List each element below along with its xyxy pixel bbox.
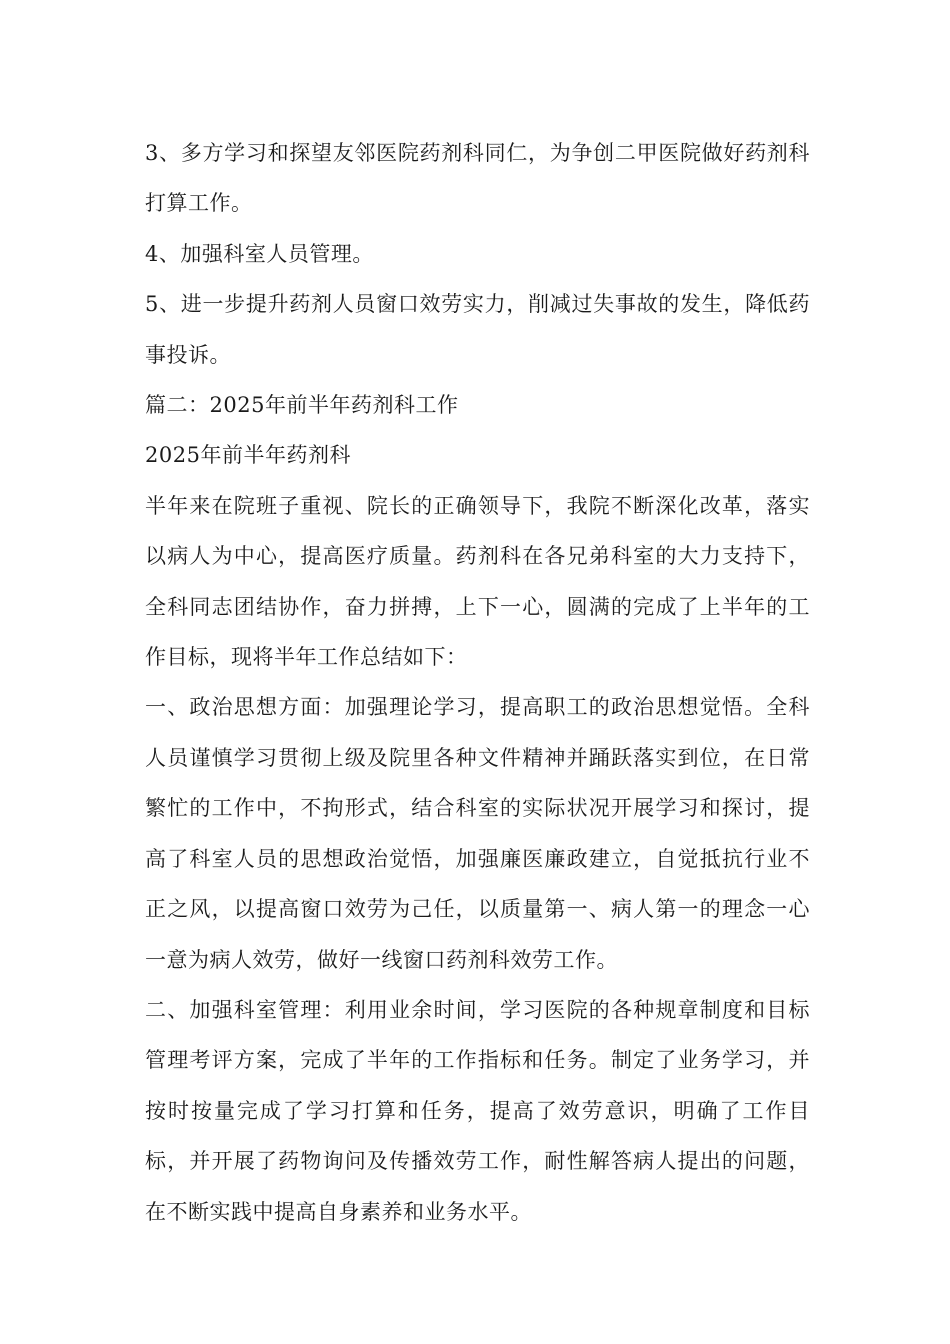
paragraph-department-management: 二、加强科室管理：利用业余时间，学习医院的各种规章制度和目标管理考评方案，完成了半年的工作指标和任务。制定了业务学习，并按时按量完成了学习打算和任务，提高了效劳意识，明确了工作目标，并开展了药物询问及传播效劳工作，耐性解答病人提出的问题，在不断实践中提高自身素养和业务水平。 [145, 997, 810, 1224]
section-heading: 篇二：2025年前半年药剂科工作 [145, 393, 459, 418]
paragraph-item-5: 5、进一步提升药剂人员窗口效劳实力，削减过失事故的发生，降低药事投诉。 [145, 292, 810, 367]
paragraph-intro: 半年来在院班子重视、院长的正确领导下，我院不断深化改革，落实以病人为中心，提高医疗质量。药剂科在各兄弟科室的大力支持下，全科同志团结协作，奋力拼搏，上下一心，圆满的完成了上半年的工作目标，现将半年工作总结如下： [145, 493, 810, 670]
paragraph-item-4: 4、加强科室人员管理。 [145, 241, 374, 266]
paragraph-item-3: 3、多方学习和探望友邻医院药剂科同仁，为争创二甲医院做好药剂科打算工作。 [145, 141, 810, 216]
section-subtitle: 2025年前半年药剂科 [145, 443, 351, 468]
paragraph-political-thought: 一、政治思想方面：加强理论学习，提高职工的政治思想觉悟。全科人员谨慎学习贯彻上级及院里各种文件精神并踊跃落实到位，在日常繁忙的工作中，不拘形式，结合科室的实际状况开展学习和探讨，提高了科室人员的思想政治觉悟，加强廉医廉政建立，自觉抵抗行业不正之风，以提高窗口效劳为己任，以质量第一、病人第一的理念一心一意为病人效劳，做好一线窗口药剂科效劳工作。 [145, 695, 810, 972]
document-body [145, 128, 810, 1237]
